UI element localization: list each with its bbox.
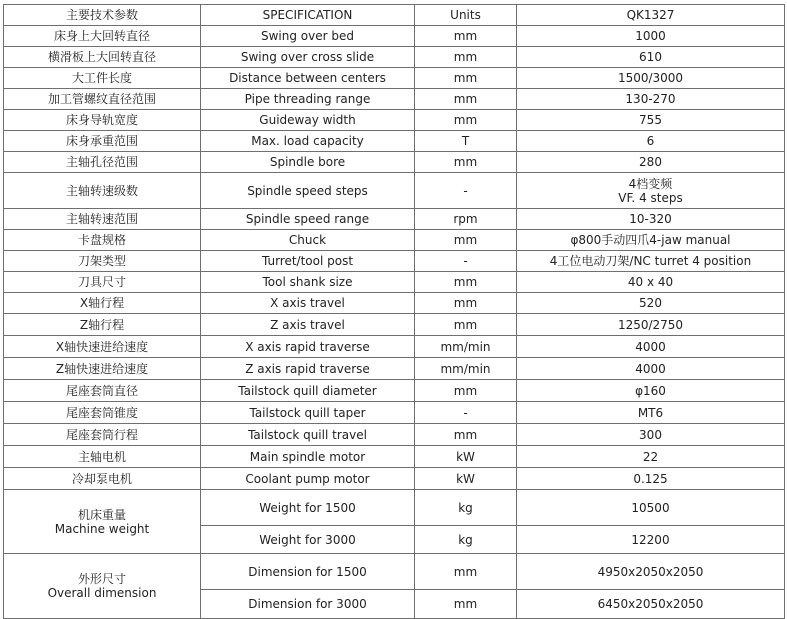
param-unit: kW [415,446,517,468]
param-value: 22 [517,446,785,468]
param-zh: 刀架类型 [4,251,201,272]
param-value: 6450x2050x2050 [517,590,785,619]
dimension-label-en: Overall dimension [47,586,157,600]
param-value: 0.125 [517,468,785,490]
param-unit: mm [415,380,517,402]
param-en: X axis travel [201,293,415,314]
table-row [4,402,785,424]
param-value: 4950x2050x2050 [517,554,785,590]
param-value: 10500 [517,490,785,526]
param-unit: mm/min [415,358,517,380]
table-row [4,26,785,47]
param-zh: 大工件长度 [4,68,201,89]
param-value: 12200 [517,526,785,554]
param-unit: mm [415,26,517,47]
param-unit: mm/min [415,336,517,358]
header-model: QK1327 [517,5,785,26]
param-en: Tool shank size [201,272,415,293]
table-row [4,131,785,152]
param-unit: mm [415,152,517,173]
table-row [4,446,785,468]
param-zh: Z轴快速进给速度 [4,358,201,380]
param-en: Swing over cross slide [201,47,415,68]
param-unit: - [415,173,517,209]
param-en: Main spindle motor [201,446,415,468]
param-en: Pipe threading range [201,89,415,110]
param-zh: 床身导轨宽度 [4,110,201,131]
param-unit: - [415,402,517,424]
param-en: Weight for 3000 [201,526,415,554]
param-unit: T [415,131,517,152]
param-unit: mm [415,424,517,446]
param-zh: 主轴转速级数 [4,173,201,209]
param-en: Coolant pump motor [201,468,415,490]
param-en: Turret/tool post [201,251,415,272]
param-zh: 床身上大回转直径 [4,26,201,47]
param-unit: mm [415,68,517,89]
specification-table [3,4,785,619]
param-value: MT6 [517,402,785,424]
param-zh: 刀具尺寸 [4,272,201,293]
param-en: Spindle bore [201,152,415,173]
header-units: Units [415,5,517,26]
table-row [4,251,785,272]
weight-label-zh: 机床重量 [77,507,126,522]
param-unit: mm [415,554,517,590]
table-row [4,89,785,110]
param-zh: 尾座套筒行程 [4,424,201,446]
param-en: Tailstock quill taper [201,402,415,424]
param-unit: kW [415,468,517,490]
param-value: 520 [517,293,785,314]
param-unit: kg [415,490,517,526]
table-row [4,293,785,314]
param-en: Guideway width [201,110,415,131]
param-en: Dimension for 3000 [201,590,415,619]
param-value: 4工位电动刀架/NC turret 4 position [517,251,785,272]
param-value: 4000 [517,336,785,358]
table-row [4,272,785,293]
param-unit: mm [415,272,517,293]
param-unit: mm [415,314,517,336]
param-value: φ160 [517,380,785,402]
table-row [4,424,785,446]
weight-group-label [4,490,201,554]
param-unit: - [415,251,517,272]
param-en: Chuck [201,230,415,251]
param-unit: rpm [415,209,517,230]
param-unit: mm [415,89,517,110]
param-value: 300 [517,424,785,446]
param-en: Spindle speed steps [201,173,415,209]
dimension-group-label [4,554,201,619]
param-en: Distance between centers [201,68,415,89]
param-unit: mm [415,293,517,314]
param-en: Tailstock quill travel [201,424,415,446]
table-row [4,490,785,526]
table-row [4,47,785,68]
param-zh: 横滑板上大回转直径 [4,47,201,68]
param-value: 755 [517,110,785,131]
header-specification: SPECIFICATION [201,5,415,26]
param-value: 10-320 [517,209,785,230]
param-zh: 主轴转速范围 [4,209,201,230]
param-en: X axis rapid traverse [201,336,415,358]
param-zh: 主轴孔径范围 [4,152,201,173]
param-zh: 冷却泵电机 [4,468,201,490]
param-en: Tailstock quill diameter [201,380,415,402]
param-en: Z axis travel [201,314,415,336]
param-zh: 尾座套筒锥度 [4,402,201,424]
table-row [4,110,785,131]
param-zh: 卡盘规格 [4,230,201,251]
param-unit: kg [415,526,517,554]
table-row [4,468,785,490]
param-zh: 主轴电机 [4,446,201,468]
table-row [4,68,785,89]
param-en: Max. load capacity [201,131,415,152]
param-value [517,173,785,209]
param-en: Dimension for 1500 [201,554,415,590]
param-value: 1250/2750 [517,314,785,336]
param-en: Spindle speed range [201,209,415,230]
param-value-line2: VF. 4 steps [618,190,683,205]
table-row [4,380,785,402]
header-parameters-zh: 主要技术参数 [4,5,201,26]
param-unit: mm [415,110,517,131]
param-zh: 尾座套筒直径 [4,380,201,402]
param-zh: X轴行程 [4,293,201,314]
param-value: 4000 [517,358,785,380]
table-row [4,209,785,230]
param-en: Weight for 1500 [201,490,415,526]
param-value: 130-270 [517,89,785,110]
param-zh: X轴快速进给速度 [4,336,201,358]
weight-label-en: Machine weight [54,521,150,536]
param-value: 1000 [517,26,785,47]
param-zh: 床身承重范围 [4,131,201,152]
table-row [4,152,785,173]
param-value: 280 [517,152,785,173]
param-value-line1: 4档变频 [628,176,673,191]
table-row [4,173,785,209]
param-value: 6 [517,131,785,152]
table-row [4,336,785,358]
param-unit: mm [415,590,517,619]
table-row [4,358,785,380]
param-en: Z axis rapid traverse [201,358,415,380]
param-value: 610 [517,47,785,68]
table-row [4,554,785,590]
param-unit: mm [415,47,517,68]
param-zh: Z轴行程 [4,314,201,336]
param-zh: 加工管螺纹直径范围 [4,89,201,110]
dimension-label-zh: 外形尺寸 [77,572,126,586]
param-en: Swing over bed [201,26,415,47]
param-value: 40 x 40 [517,272,785,293]
param-value: φ800手动四爪4-jaw manual [517,230,785,251]
table-header-row [4,5,785,26]
param-value: 1500/3000 [517,68,785,89]
table-row [4,230,785,251]
table-row [4,314,785,336]
param-unit: mm [415,230,517,251]
